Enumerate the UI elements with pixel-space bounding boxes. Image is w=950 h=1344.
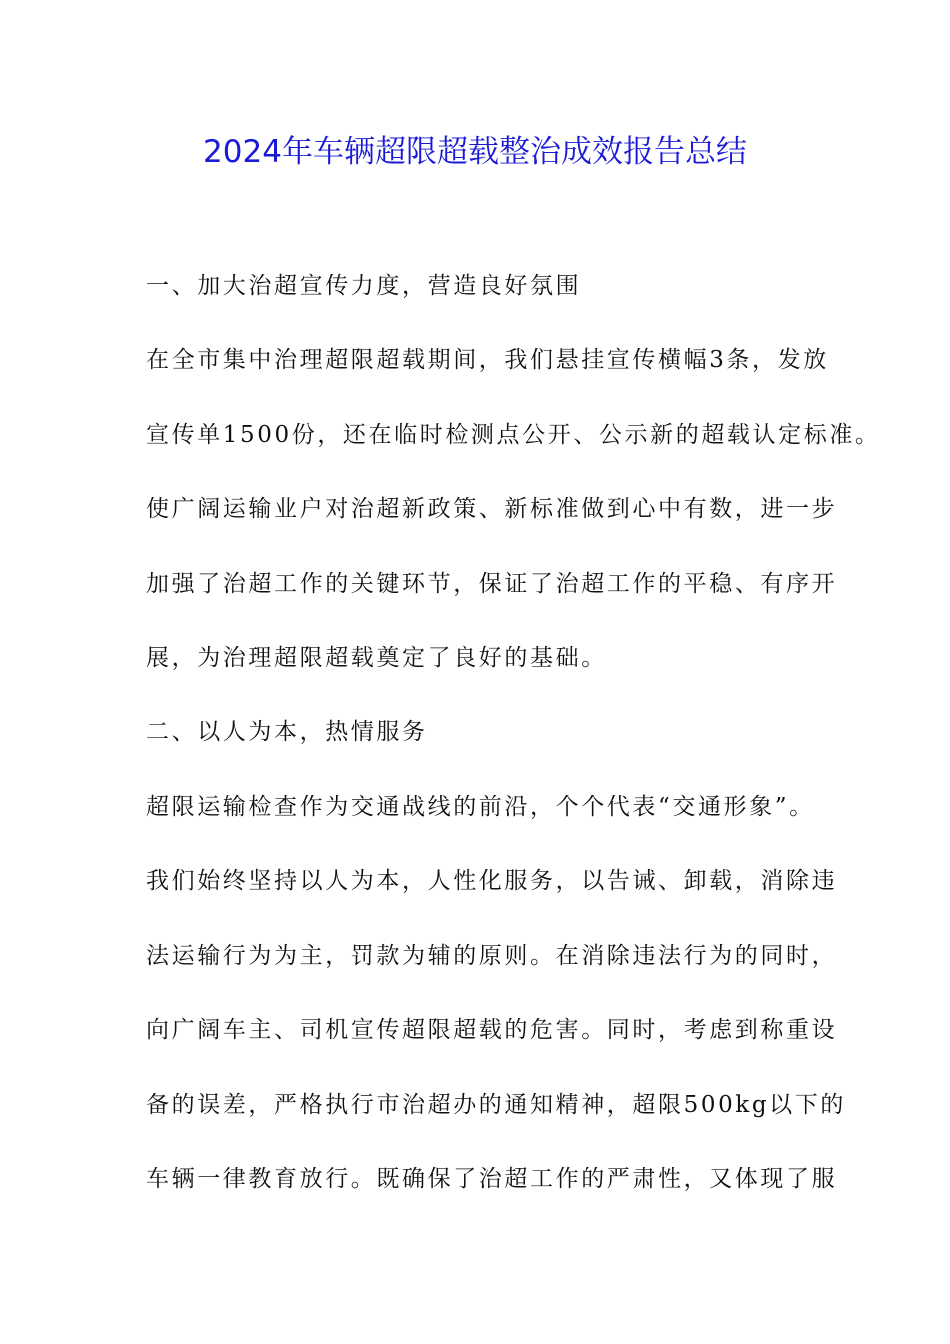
paragraph-line: 法运输行为为主，罚款为辅的原则。在消除违法行为的同时， <box>146 943 838 969</box>
section-heading-2: 二、以人为本，热情服务 <box>146 719 428 745</box>
paragraph-line: 车辆一律教育放行。既确保了治超工作的严肃性，又体现了服 <box>146 1166 838 1192</box>
paragraph-line: 在全市集中治理超限超载期间，我们悬挂宣传横幅3条，发放 <box>146 347 829 373</box>
paragraph-line: 备的误差，严格执行市治超办的通知精神，超限500kg以下的 <box>146 1092 846 1118</box>
paragraph-line: 向广阔车主、司机宣传超限超载的危害。同时，考虑到称重设 <box>146 1017 838 1043</box>
paragraph-line: 宣传单1500份，还在临时检测点公开、公示新的超载认定标准。 <box>146 422 881 448</box>
paragraph-line: 使广阔运输业户对治超新政策、新标准做到心中有数，进一步 <box>146 496 838 522</box>
paragraph-line: 展，为治理超限超载奠定了良好的基础。 <box>146 645 607 671</box>
paragraph-line: 我们始终坚持以人为本，人性化服务，以告诫、卸载，消除违 <box>146 868 838 894</box>
section-heading-1: 一、加大治超宣传力度，营造良好氛围 <box>146 273 582 299</box>
paragraph-line: 超限运输检查作为交通战线的前沿，个个代表“交通形象”。 <box>146 794 815 820</box>
document-title: 2024年车辆超限超载整治成效报告总结 <box>203 134 747 170</box>
paragraph-line: 加强了治超工作的关键环节，保证了治超工作的平稳、有序开 <box>146 571 838 597</box>
